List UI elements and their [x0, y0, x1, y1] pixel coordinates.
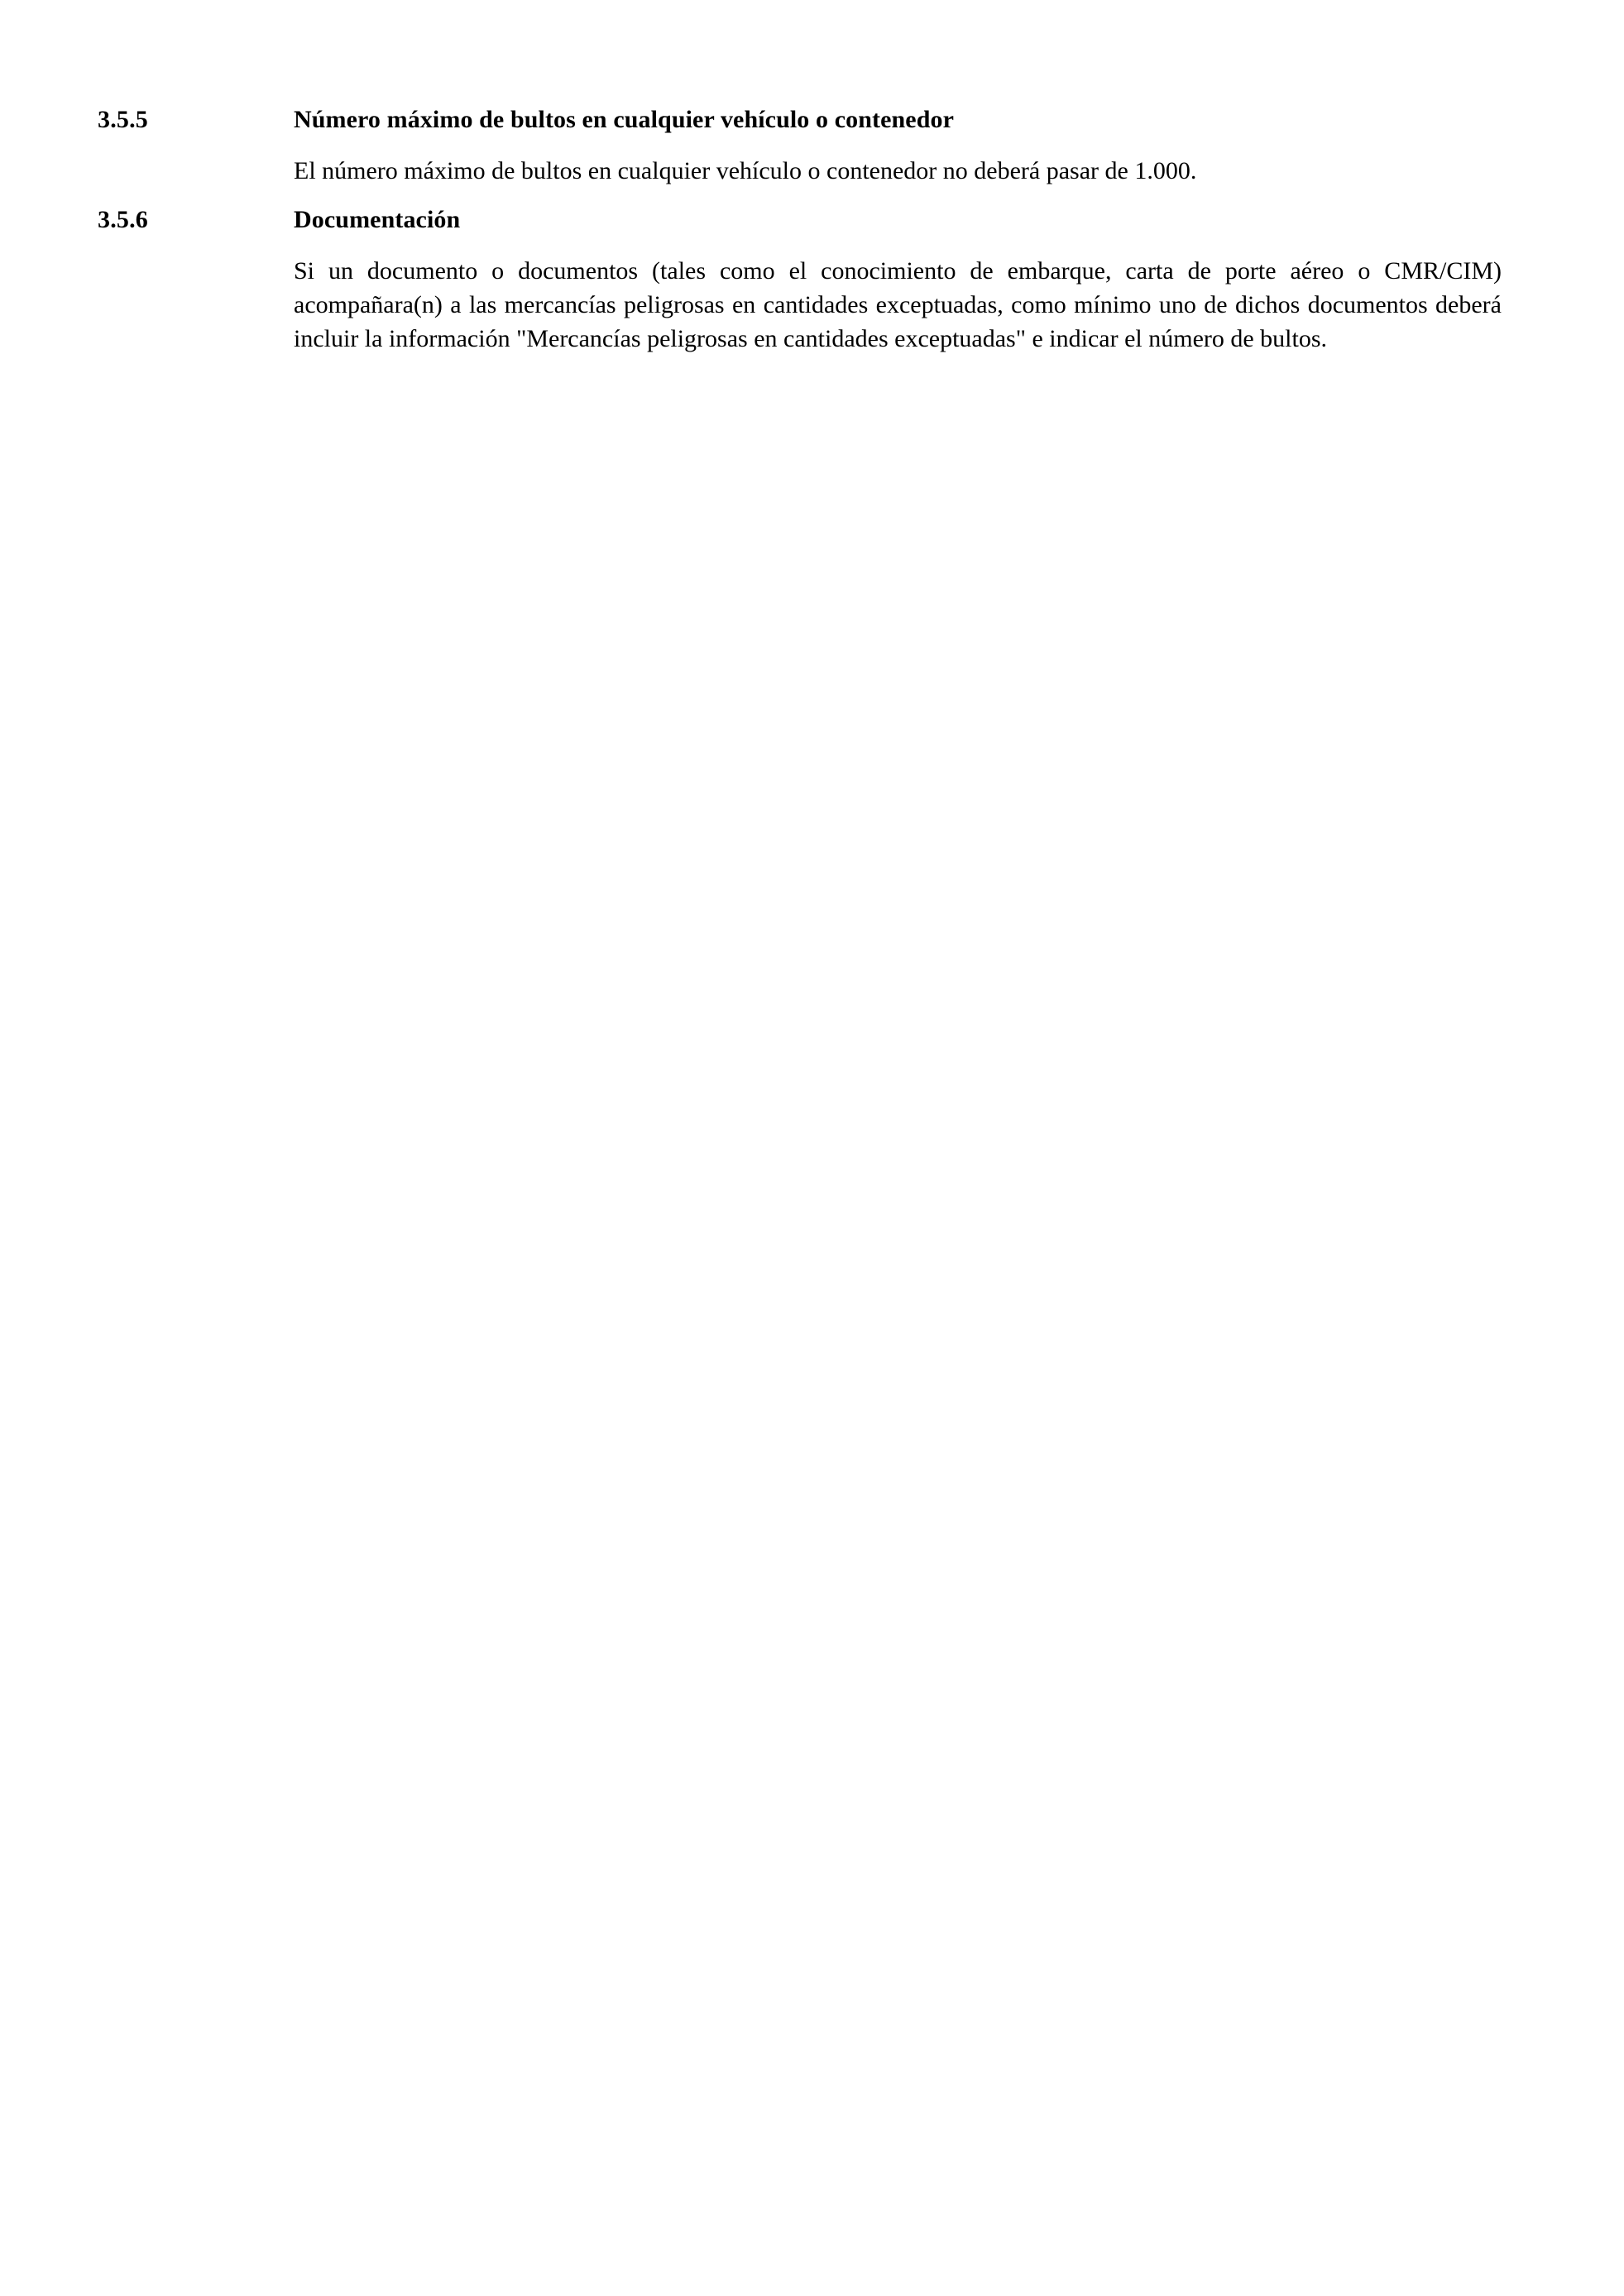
- section-paragraph: Si un documento o documentos (tales como el conocimiento de embarque, carta de porte aéreo o CMR/CIM) acompañara(n) a las mercancías peligrosas en cantidades exceptuadas, como mínimo uno de dichos documentos deberá incluir la información "Mercancías peligrosas en cantidades exceptuadas" e indicar el número de bultos.: [294, 257, 1502, 352]
- section-heading-row: [98, 104, 1500, 136]
- section-number: 3.5.5: [98, 106, 148, 133]
- section-paragraph: El número máximo de bultos en cualquier vehículo o contenedor no deberá pasar de 1.000.: [294, 157, 1197, 184]
- section-3-5-5: [98, 104, 1500, 188]
- spacer: [98, 236, 1500, 254]
- spacer: [98, 188, 1500, 204]
- section-number: 3.5.6: [98, 206, 148, 233]
- spacer: [98, 136, 1500, 154]
- section-heading: Número máximo de bultos en cualquier vehículo o contenedor: [294, 106, 955, 133]
- section-heading-row: [98, 204, 1500, 236]
- section-3-5-6: [98, 204, 1500, 356]
- section-heading: Documentación: [294, 206, 461, 233]
